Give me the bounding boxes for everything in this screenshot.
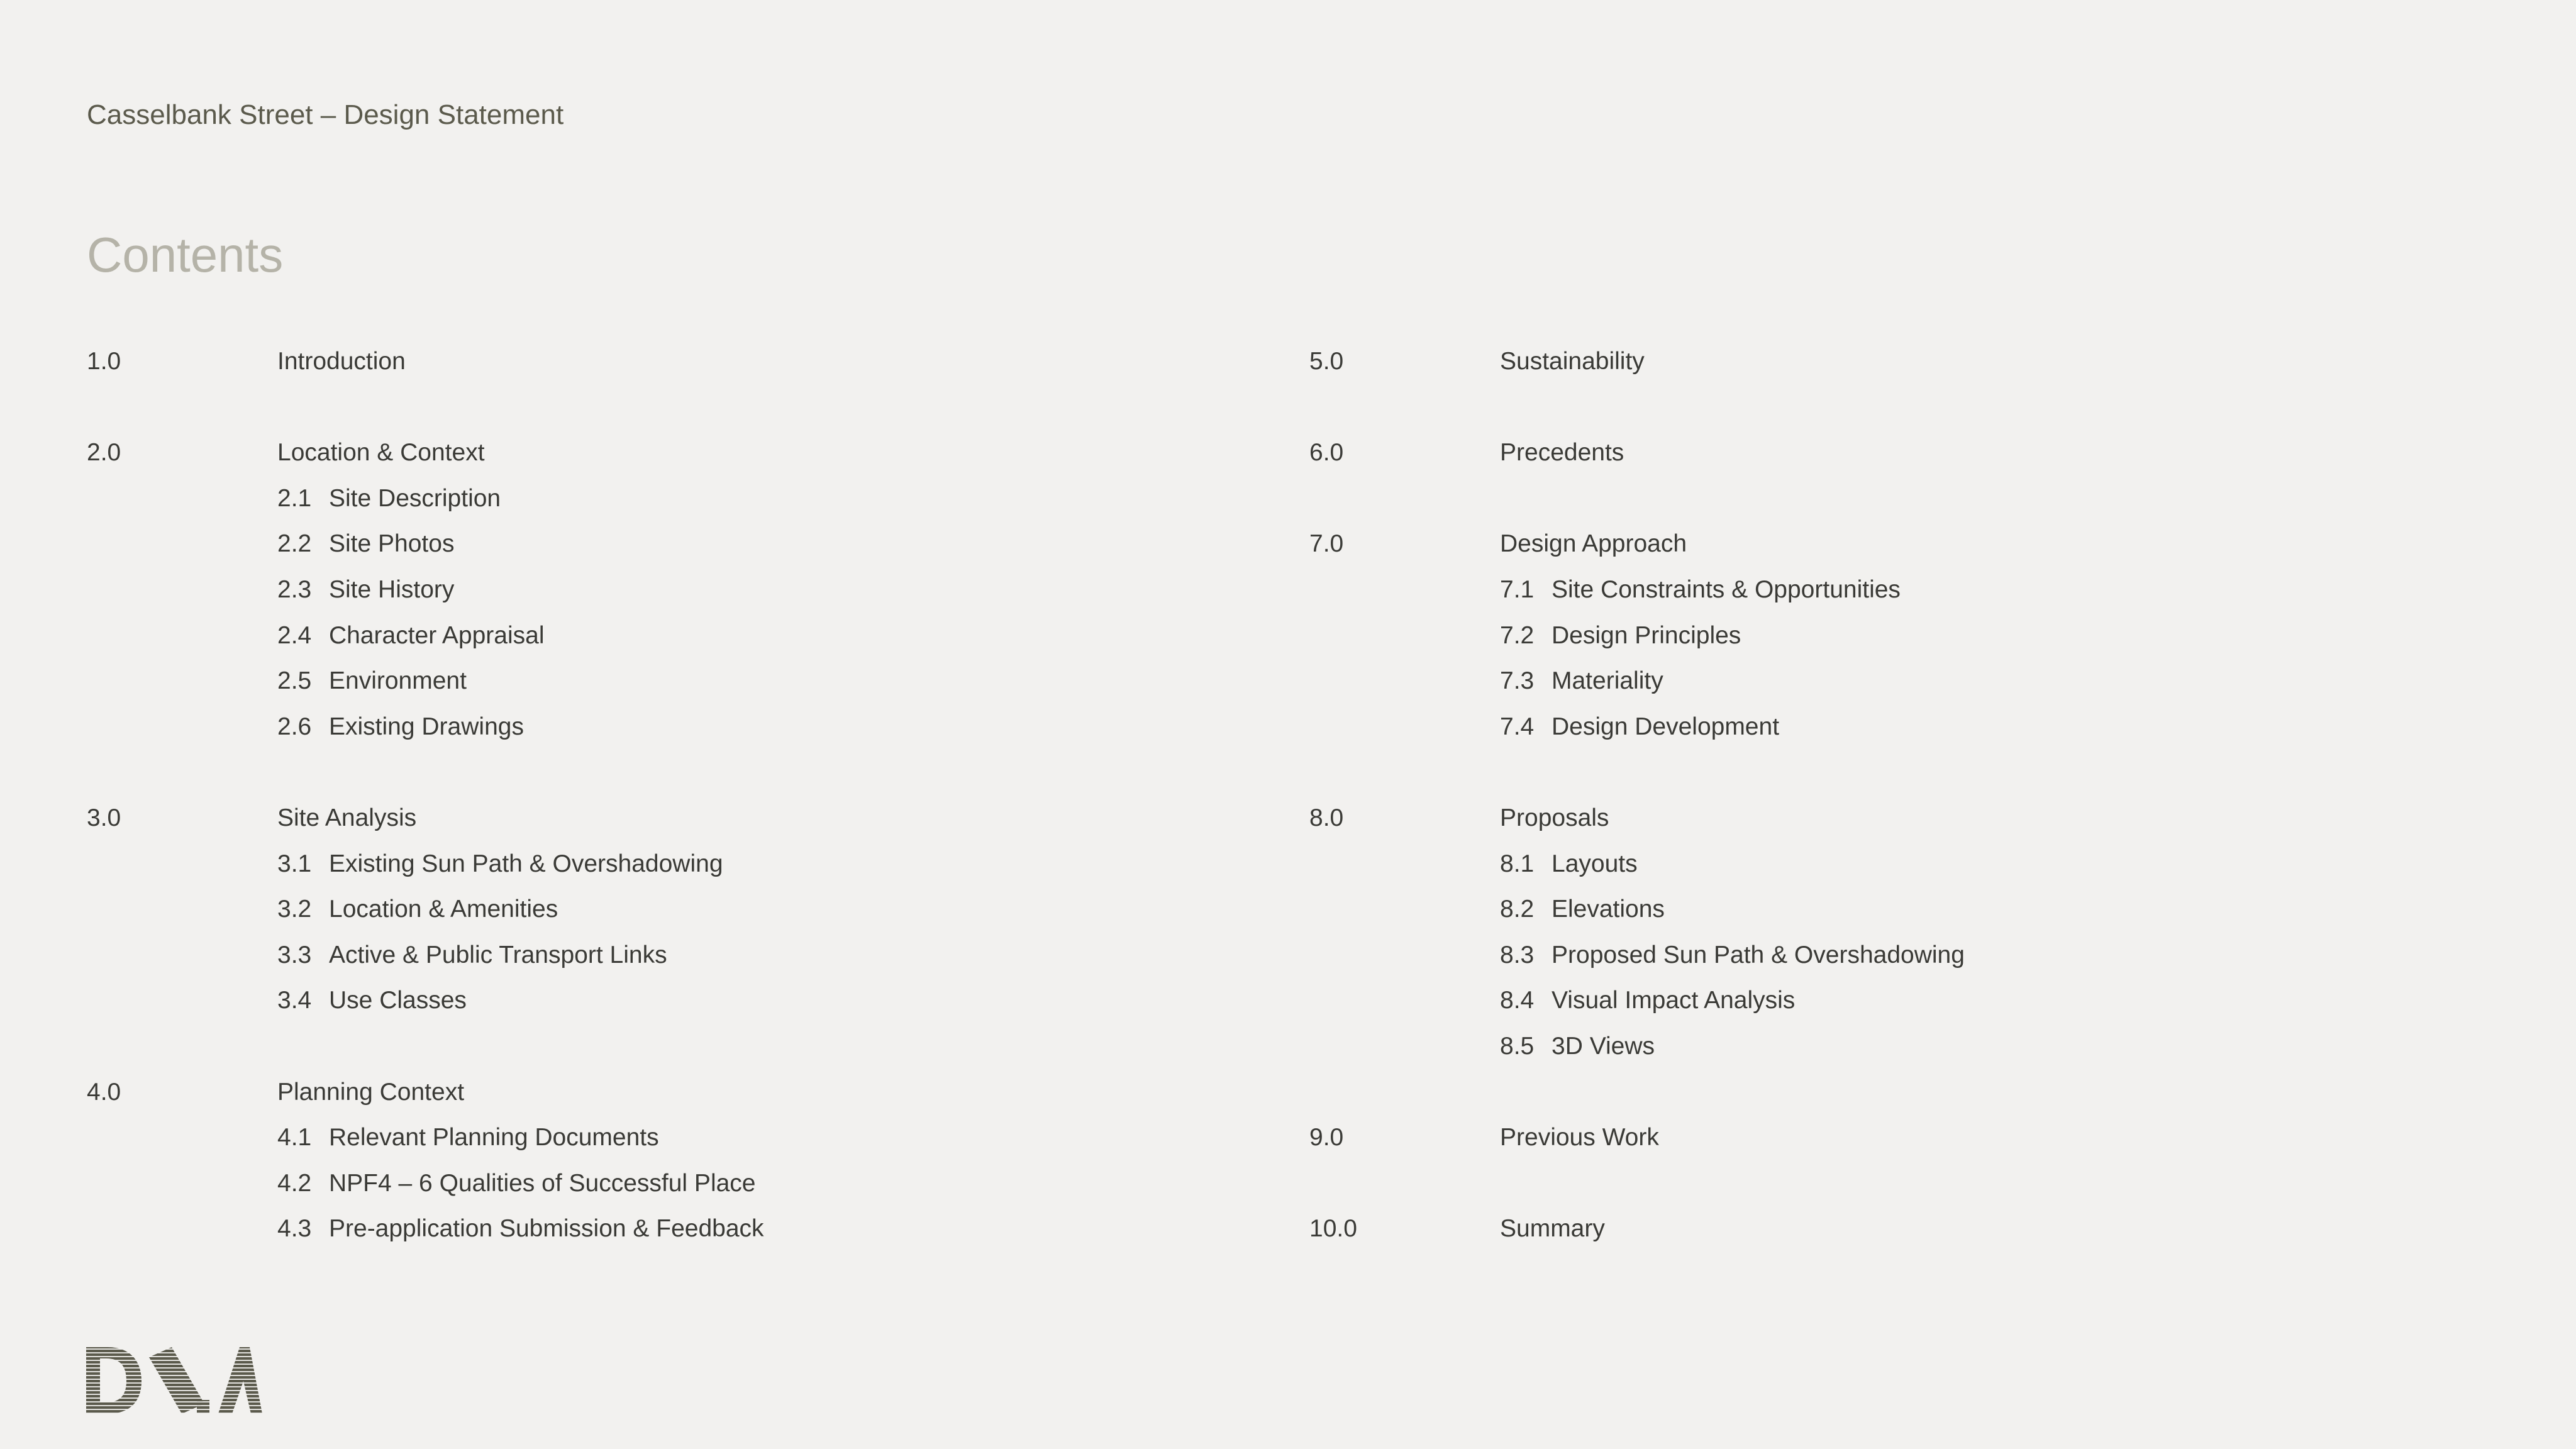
toc-subsection-entry[interactable] (1309, 665, 2253, 711)
toc-subsection-number: 2.1 (277, 484, 312, 512)
toc-subsection-title: Site Description (329, 484, 501, 512)
toc-section-title: Location & Context (277, 439, 485, 467)
toc-subsection-entry[interactable] (1309, 1031, 2253, 1077)
toc-subsection-title: Relevant Planning Documents (329, 1124, 659, 1152)
contents-heading: Contents (87, 227, 284, 282)
dsa-logo-icon (86, 1346, 262, 1416)
toc-subsection-title: Location & Amenities (329, 896, 558, 923)
toc-subsection-title: Site History (329, 575, 455, 603)
toc-spacer (1309, 392, 2253, 438)
toc-subsection-number: 3.4 (277, 987, 312, 1014)
toc-subsection-entry[interactable] (87, 940, 1030, 985)
toc-subsection-title: Layouts (1552, 850, 1638, 877)
toc-section-title: Summary (1500, 1215, 1605, 1243)
toc-section-title: Design Approach (1500, 530, 1687, 558)
toc-subsection-number: 2.5 (277, 667, 312, 695)
toc-section-number: 8.0 (1309, 804, 1344, 831)
toc-section-entry[interactable] (87, 437, 1030, 483)
toc-section-number: 1.0 (87, 348, 121, 375)
toc-spacer (1309, 483, 2253, 529)
toc-subsection-number: 8.4 (1500, 987, 1535, 1014)
toc-subsection-entry[interactable] (87, 528, 1030, 574)
toc-subsection-entry[interactable] (87, 848, 1030, 894)
toc-section-title: Site Analysis (277, 804, 417, 831)
toc-subsection-number: 4.3 (277, 1215, 312, 1243)
toc-subsection-number: 2.6 (277, 713, 312, 740)
toc-section-number: 5.0 (1309, 348, 1344, 375)
toc-section-number: 4.0 (87, 1078, 121, 1106)
toc-subsection-entry[interactable] (1309, 940, 2253, 985)
toc-section-title: Proposals (1500, 804, 1609, 831)
toc-subsection-title: 3D Views (1552, 1032, 1655, 1060)
toc-subsection-number: 7.3 (1500, 667, 1535, 695)
toc-section-entry[interactable] (87, 802, 1030, 848)
toc-subsection-number: 8.5 (1500, 1032, 1535, 1060)
toc-subsection-number: 2.2 (277, 530, 312, 558)
toc-subsection-title: Visual Impact Analysis (1552, 987, 1796, 1014)
toc-section-title: Introduction (277, 348, 406, 375)
toc-subsection-title: Design Development (1552, 713, 1780, 740)
toc-right-column (1309, 346, 2253, 1259)
toc-subsection-entry[interactable] (1309, 711, 2253, 757)
toc-subsection-title: Character Appraisal (329, 621, 545, 649)
toc-subsection-entry[interactable] (1309, 848, 2253, 894)
toc-spacer (1309, 757, 2253, 802)
toc-spacer (1309, 1077, 2253, 1123)
toc-subsection-title: Environment (329, 667, 467, 695)
toc-section-title: Sustainability (1500, 348, 1645, 375)
toc-subsection-title: Use Classes (329, 987, 467, 1014)
toc-subsection-entry[interactable] (1309, 620, 2253, 666)
toc-subsection-entry[interactable] (1309, 894, 2253, 940)
toc-subsection-entry[interactable] (87, 985, 1030, 1031)
toc-section-entry[interactable] (87, 1077, 1030, 1123)
document-title: Casselbank Street – Design Statement (87, 99, 564, 130)
toc-spacer (87, 757, 1030, 802)
toc-subsection-number: 2.4 (277, 621, 312, 649)
toc-subsection-entry[interactable] (87, 665, 1030, 711)
toc-subsection-entry[interactable] (87, 620, 1030, 666)
toc-subsection-number: 7.1 (1500, 575, 1535, 603)
toc-section-number: 7.0 (1309, 530, 1344, 558)
toc-subsection-title: Elevations (1552, 896, 1665, 923)
toc-section-number: 6.0 (1309, 439, 1344, 467)
toc-section-title: Precedents (1500, 439, 1624, 467)
toc-section-title: Previous Work (1500, 1124, 1659, 1152)
toc-subsection-number: 8.2 (1500, 896, 1535, 923)
toc-subsection-entry[interactable] (87, 894, 1030, 940)
toc-section-number: 3.0 (87, 804, 121, 831)
toc-subsection-title: Site Constraints & Opportunities (1552, 575, 1901, 603)
toc-section-number: 10.0 (1309, 1215, 1357, 1243)
toc-subsection-number: 7.2 (1500, 621, 1535, 649)
toc-subsection-entry[interactable] (87, 711, 1030, 757)
toc-subsection-entry[interactable] (87, 1122, 1030, 1168)
toc-spacer (87, 392, 1030, 438)
toc-section-number: 2.0 (87, 439, 121, 467)
toc-subsection-number: 3.1 (277, 850, 312, 877)
toc-subsection-number: 7.4 (1500, 713, 1535, 740)
toc-section-entry[interactable] (1309, 437, 2253, 483)
toc-spacer (87, 1031, 1030, 1077)
toc-section-number: 9.0 (1309, 1124, 1344, 1152)
dsa-logo (86, 1346, 262, 1416)
toc-subsection-title: Existing Sun Path & Overshadowing (329, 850, 723, 877)
toc-subsection-entry[interactable] (87, 574, 1030, 620)
toc-section-entry[interactable] (1309, 1122, 2253, 1168)
toc-subsection-entry[interactable] (1309, 985, 2253, 1031)
toc-subsection-title: Existing Drawings (329, 713, 524, 740)
toc-subsection-entry[interactable] (1309, 574, 2253, 620)
toc-section-entry[interactable] (1309, 802, 2253, 848)
toc-subsection-title: Site Photos (329, 530, 455, 558)
toc-left-column (87, 346, 1030, 1259)
toc-subsection-title: Proposed Sun Path & Overshadowing (1552, 941, 1965, 969)
toc-subsection-title: NPF4 – 6 Qualities of Successful Place (329, 1169, 756, 1197)
toc-subsection-number: 3.2 (277, 896, 312, 923)
toc-section-entry[interactable] (1309, 346, 2253, 392)
toc-section-entry[interactable] (87, 346, 1030, 392)
toc-subsection-number: 3.3 (277, 941, 312, 969)
toc-spacer (1309, 1168, 2253, 1214)
toc-subsection-entry[interactable] (87, 1213, 1030, 1259)
toc-subsection-title: Design Principles (1552, 621, 1741, 649)
toc-subsection-entry[interactable] (87, 1168, 1030, 1214)
toc-subsection-title: Pre-application Submission & Feedback (329, 1215, 764, 1243)
toc-subsection-entry[interactable] (87, 483, 1030, 529)
toc-subsection-number: 2.3 (277, 575, 312, 603)
toc-subsection-title: Materiality (1552, 667, 1663, 695)
toc-subsection-number: 8.3 (1500, 941, 1535, 969)
toc-subsection-number: 4.2 (277, 1169, 312, 1197)
toc-section-entry[interactable] (1309, 528, 2253, 574)
toc-subsection-number: 8.1 (1500, 850, 1535, 877)
toc-section-title: Planning Context (277, 1078, 465, 1106)
toc-subsection-title: Active & Public Transport Links (329, 941, 667, 969)
toc-section-entry[interactable] (1309, 1213, 2253, 1259)
toc-subsection-number: 4.1 (277, 1124, 312, 1152)
